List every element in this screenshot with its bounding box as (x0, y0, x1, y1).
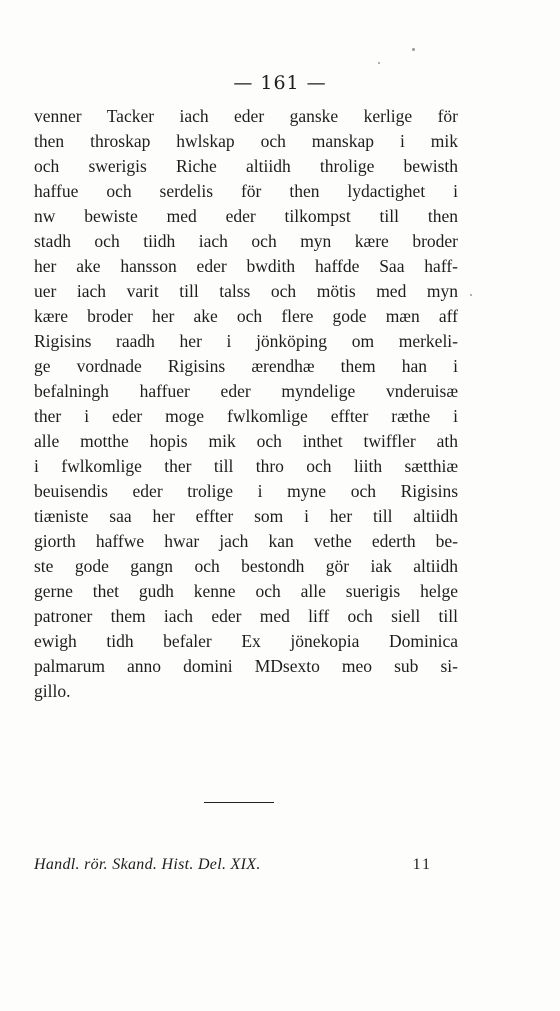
body-text (34, 104, 458, 704)
page-footer (34, 856, 432, 874)
text-line: och swerigis Riche altiidh throlige bewisth (34, 156, 458, 176)
text-line: patroner them iach eder med liff och siell till (34, 606, 458, 626)
section-divider (204, 802, 274, 803)
text-line: then throskap hwlskap och manskap i mik (34, 131, 458, 151)
text-line: kære broder her ake och flere gode mæn aff (34, 306, 458, 326)
paper-speck (378, 62, 380, 64)
text-line: giorth haffwe hwar jach kan vethe ederth be- (34, 531, 458, 551)
text-line: gillo. (34, 681, 71, 701)
text-line: befalningh haffuer eder myndelige vnderuisæ (34, 381, 458, 401)
text-line: beuisendis eder trolige i myne och Rigisins (34, 481, 458, 501)
text-line: haffue och serdelis för then lydactighet i (34, 181, 458, 201)
text-line: ge vordnade Rigisins ærendhæ them han i (34, 356, 458, 376)
footer-signature-mark: 11 (412, 856, 432, 873)
text-line: gerne thet gudh kenne och alle suerigis helge (34, 581, 458, 601)
text-line: tiæniste saa her effter som i her till altiidh (34, 506, 458, 526)
text-line: venner Tacker iach eder ganske kerlige för (34, 106, 458, 126)
text-line: ther i eder moge fwlkomlige effter ræthe i (34, 406, 458, 426)
page-number: — 161 — (233, 72, 327, 94)
text-line: Rigisins raadh her i jönköping om merkeli- (34, 331, 458, 351)
text-line: ste gode gangn och bestondh gör iak altiidh (34, 556, 458, 576)
text-line: her ake hansson eder bwdith haffde Saa haff- (34, 256, 458, 276)
text-line: nw bewiste med eder tilkompst till then (34, 206, 458, 226)
text-line: i fwlkomlige ther till thro och liith sætthiæ (34, 456, 458, 476)
footer-source-reference: Handl. rör. Skand. Hist. Del. XIX. (34, 856, 261, 873)
text-line: uer iach varit till talss och mötis med myn (34, 281, 458, 301)
text-line: alle motthe hopis mik och inthet twiffler ath (34, 431, 458, 451)
text-line: ewigh tidh befaler Ex jönekopia Dominica (34, 631, 458, 651)
text-line: palmarum anno domini MDsexto meo sub si- (34, 656, 458, 676)
paper-speck (470, 294, 472, 296)
paper-speck (412, 48, 415, 51)
text-line: stadh och tiidh iach och myn kære broder (34, 231, 458, 251)
